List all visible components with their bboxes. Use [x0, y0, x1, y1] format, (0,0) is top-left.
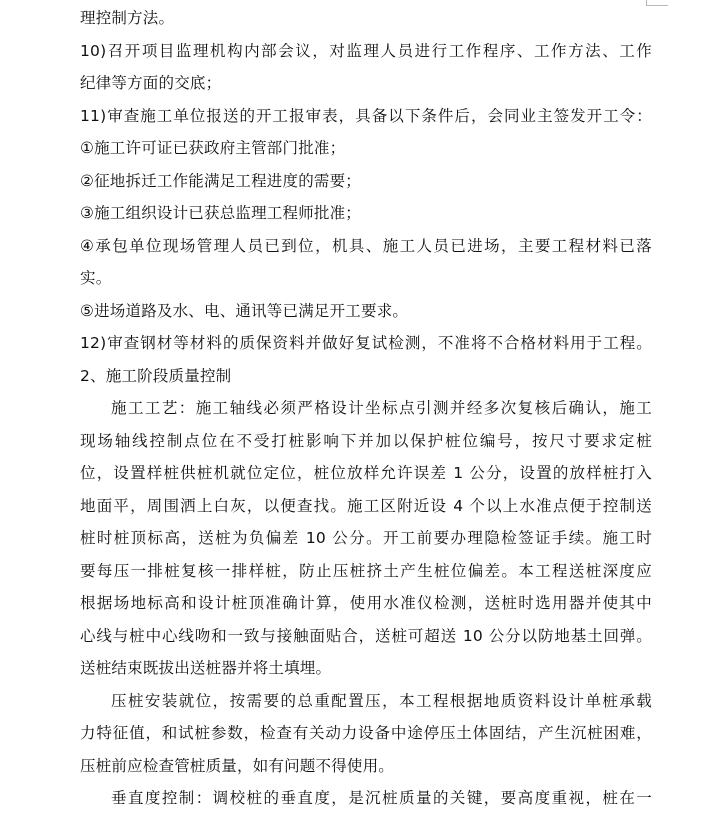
- text-line: ②征地拆迁工作能满足工程进度的需要；: [80, 171, 361, 190]
- text-line: 送桩结束既拔出送桩器并将土填埋。: [80, 659, 332, 677]
- document-body: [80, 2, 652, 815]
- text-line: 力特征值，和试桩参数，检查有关动力设备中途停压土体固结，产生沉桩困难，: [80, 724, 652, 742]
- text-line: 理控制方法。: [80, 9, 175, 27]
- text-line: 纪律等方面的交底；: [80, 74, 222, 92]
- text-line: ①施工许可证已获政府主管部门批准；: [80, 139, 346, 157]
- text-line: 心线与桩中心线吻和一致与接触面贴合，送桩可超送 10 公分以防地基土回弹。: [80, 626, 652, 645]
- text-line: 12)审查钢材等材料的质保资料并做好复试检测，不准将不合格材料用于工程。: [80, 334, 652, 352]
- text-line: 地面平，周围洒上白灰，以便查找。施工区附近设 4 个以上水准点便于控制送: [80, 496, 652, 515]
- text-line: 位，设置样桩供桩机就位定位，桩位放样允许误差 1 公分，设置的放样桩打入: [80, 464, 652, 482]
- text-line: 压桩安装就位，按需要的总重配置压，本工程根据地质资料设计单桩承载: [111, 691, 652, 710]
- text-line: 10)召开项目监理机构内部会议，对监理人员进行工作程序、工作方法、工作: [80, 41, 652, 60]
- text-line: ④承包单位现场管理人员已到位，机具、施工人员已进场，主要工程材料已落: [80, 236, 652, 255]
- text-line: 垂直度控制：调校桩的垂直度，是沉桩质量的关键，要高度重视，桩在一: [111, 789, 652, 807]
- text-line: 施工工艺：施工轴线必须严格设计坐标点引测并经多次复核后确认，施工: [111, 399, 652, 417]
- text-line: 根据场地标高和设计桩顶准确计算，使用水准仪检测，送桩时选用器并使其中: [80, 594, 652, 612]
- text-line: ⑤进场道路及水、电、通讯等已满足开工要求。: [80, 301, 409, 320]
- text-line: ③施工组织设计已获总监理工程师批准；: [80, 204, 361, 222]
- text-line: 现场轴线控制点位在不受打桩影响下并加以保护桩位编号，按尺寸要求定桩: [80, 431, 652, 450]
- text-line: 要每压一排桩复核一排样桩，防止压桩挤土产生桩位偏差。本工程送桩深度应: [80, 561, 652, 580]
- text-line: 实。: [80, 269, 112, 287]
- text-line: 桩时桩顶标高，送桩为负偏差 10 公分。开工前要办理隐检签证手续。施工时: [80, 529, 652, 547]
- text-line: 压桩前应检查管桩质量，如有问题不得使用。: [80, 756, 395, 775]
- text-line: 2、施工阶段质量控制: [80, 366, 232, 385]
- text-line: 11)审查施工单位报送的开工报审表，具备以下条件后，会同业主签发开工令：: [80, 106, 652, 125]
